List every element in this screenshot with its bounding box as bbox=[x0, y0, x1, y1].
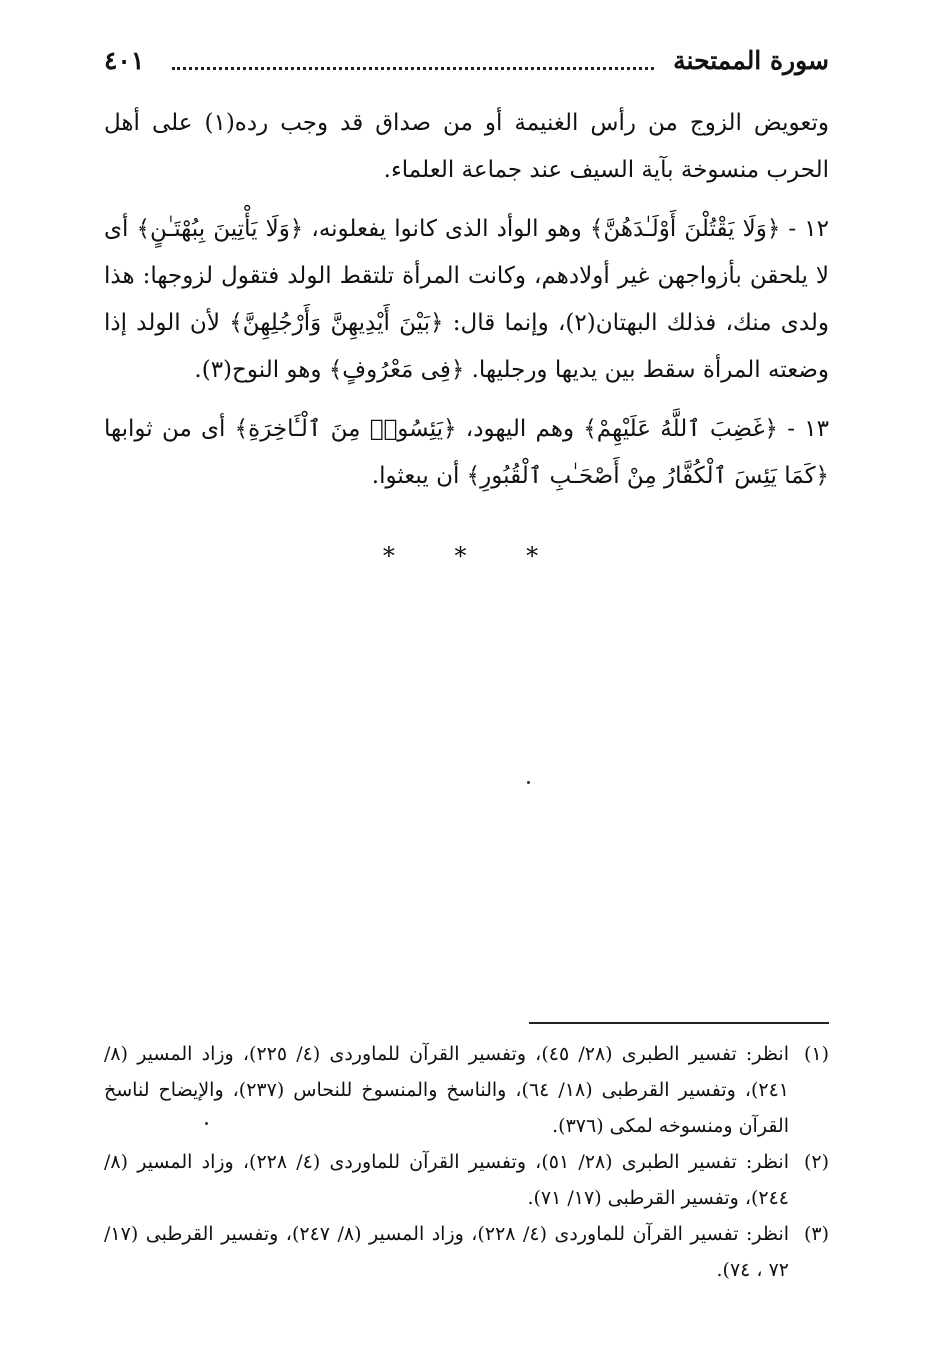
surah-title: سورة الممتحنة bbox=[673, 46, 829, 75]
page-number: ٤٠١ bbox=[104, 46, 145, 75]
footnote-text: انظر: تفسير الطبرى (٢٨/ ٤٥)، وتفسير القرآن للماوردى (٤/ ٢٢٥)، وزاد المسير (٨/ ٢٤١)، وتفسير القرطبى (١٨/ ٦٤)، والناسخ والمنسوخ للنحاس (٢٣٧)، والإيضاح لناسخ القرآن ومنسوخه لمكى (٣٧٦). bbox=[104, 1043, 789, 1137]
footnote-number: (٣) bbox=[803, 1223, 829, 1245]
paragraph-continuation: وتعويض الزوج من رأس الغنيمة أو من صداق قد وجب رده(١) على أهل الحرب منسوخة بآية السيف عند جماعة العلماء. bbox=[104, 110, 829, 183]
main-text bbox=[104, 100, 829, 500]
footnote-text: انظر: تفسير الطبرى (٢٨/ ٥١)، وتفسير القرآن للماوردى (٤/ ٢٢٨)، وزاد المسير (٨/ ٢٤٤)، وتفسير القرطبى (١٧/ ٧١). bbox=[104, 1151, 789, 1209]
footnote-2 bbox=[104, 1144, 829, 1216]
footnote-text: انظر: تفسير القرآن للماوردى (٤/ ٢٢٨)، وزاد المسير (٨/ ٢٤٧)، وتفسير القرطبى (١٧/ ٧٢ ، ٧٤). bbox=[104, 1223, 790, 1281]
footnote-number: (٢) bbox=[803, 1151, 829, 1173]
section-separator: * * * bbox=[382, 542, 565, 570]
footnote-3 bbox=[104, 1216, 829, 1288]
footnote-rule bbox=[529, 1022, 829, 1024]
paragraph-verse-13: ١٣ - ﴿غَضِبَ ٱللَّهُ عَلَيْهِمْ﴾ وهم اليهود، ﴿يَئِسُوا۟ مِنَ ٱلْـَٔاخِرَةِ﴾ أى من ثوابها ﴿كَمَا يَئِسَ ٱلْكُفَّارُ مِنْ أَصْحَـٰبِ ٱلْقُبُورِ﴾ أن يبعثوا. bbox=[104, 416, 829, 489]
footnote-number: (١) bbox=[803, 1043, 829, 1065]
dotted-leader bbox=[172, 67, 654, 70]
footnotes bbox=[104, 1036, 829, 1288]
scan-speck bbox=[527, 781, 530, 784]
paragraph-verse-12: ١٢ - ﴿وَلَا يَقْتُلْنَ أَوْلَـٰدَهُنَّ﴾ وهو الوأد الذى كانوا يفعلونه، ﴿وَلَا يَأْتِينَ بِبُهْتَـٰنٍ﴾ أى لا يلحقن بأزواجهن غير أولادهم، وكانت المرأة تلتقط الولد فتقول لزوجها: هذا ولدى منك، فذلك البهتان(٢)، وإنما قال: ﴿بَيْنَ أَيْدِيهِنَّ وَأَرْجُلِهِنَّ﴾ لأن الولد إذا وضعته المرأة سقط بين يديها ورجليها. ﴿فِى مَعْرُوفٍ﴾ وهو النوح(٣). bbox=[104, 216, 830, 383]
running-header bbox=[104, 46, 829, 82]
footnote-1 bbox=[104, 1036, 829, 1144]
